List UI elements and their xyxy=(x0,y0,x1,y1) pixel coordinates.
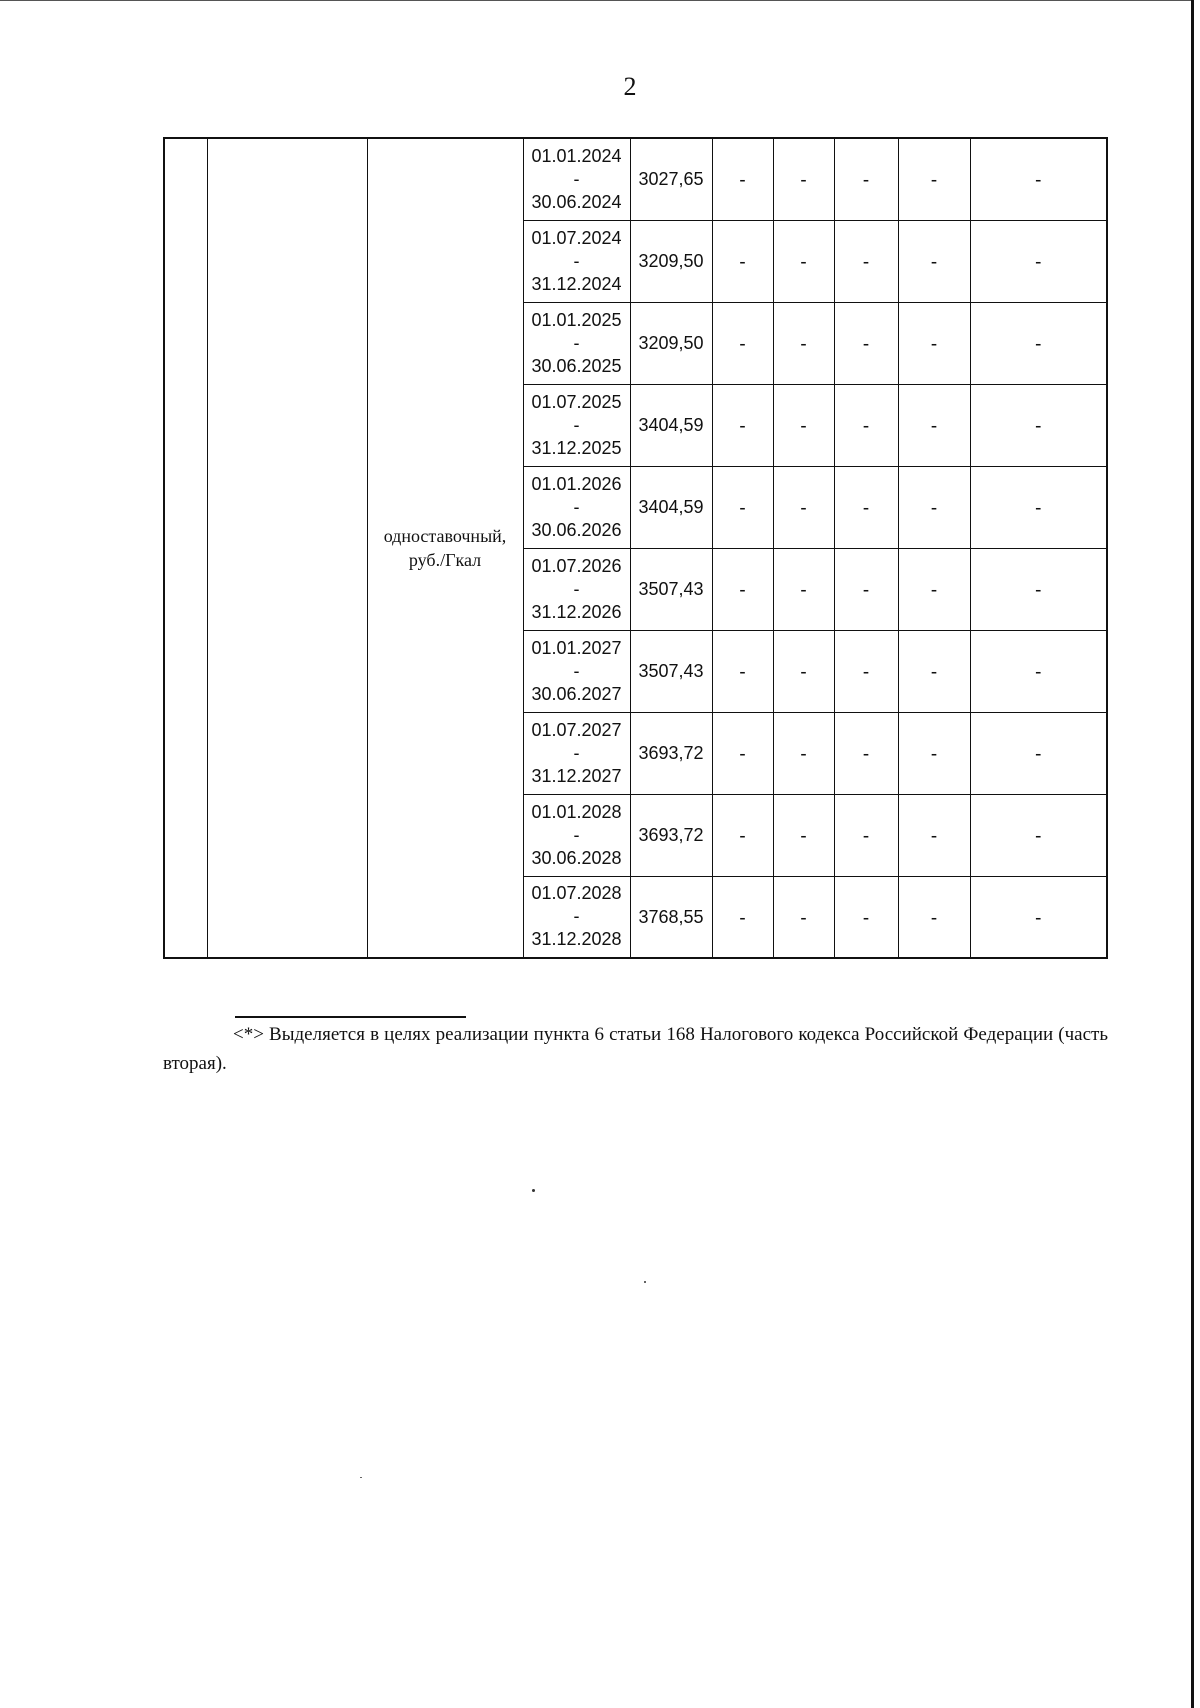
tariff-value: 3209,50 xyxy=(630,302,712,384)
empty-value-cell: - xyxy=(773,138,834,220)
period-cell xyxy=(523,712,630,794)
tariff-value: 3404,59 xyxy=(630,384,712,466)
period-start: 01.07.2028 xyxy=(531,883,622,904)
period-end: 30.06.2026 xyxy=(531,519,622,540)
empty-value-cell: - xyxy=(970,384,1107,466)
period-start: 01.01.2024 xyxy=(531,145,622,166)
period-cell xyxy=(523,794,630,876)
empty-value-cell: - xyxy=(834,384,898,466)
number-cell xyxy=(164,138,207,958)
tariff-table-body xyxy=(164,138,1107,958)
period-end: 31.12.2026 xyxy=(531,601,622,622)
empty-value-cell: - xyxy=(712,384,773,466)
tariff-value: 3507,43 xyxy=(630,548,712,630)
empty-value-cell: - xyxy=(712,794,773,876)
empty-value-cell: - xyxy=(834,876,898,958)
period-start: 01.07.2024 xyxy=(531,227,622,248)
empty-value-cell: - xyxy=(712,630,773,712)
unit-cell: одноставочный, руб./Гкал xyxy=(367,138,523,958)
period-cell xyxy=(523,302,630,384)
empty-value-cell: - xyxy=(834,466,898,548)
table-row xyxy=(164,138,1107,220)
empty-value-cell: - xyxy=(834,794,898,876)
period-cell xyxy=(523,138,630,220)
period-start: 01.01.2028 xyxy=(531,801,622,822)
empty-value-cell: - xyxy=(773,220,834,302)
empty-value-cell: - xyxy=(773,630,834,712)
period-separator: - xyxy=(573,660,580,681)
empty-value-cell: - xyxy=(970,794,1107,876)
period-start: 01.07.2027 xyxy=(531,719,622,740)
empty-value-cell: - xyxy=(898,302,970,384)
period-cell xyxy=(523,220,630,302)
period-separator: - xyxy=(573,578,580,599)
empty-value-cell: - xyxy=(970,876,1107,958)
period-end: 31.12.2024 xyxy=(531,273,622,294)
page-right-edge xyxy=(1191,0,1194,1708)
empty-value-cell: - xyxy=(712,302,773,384)
period-start: 01.07.2026 xyxy=(531,555,622,576)
tariff-value: 3768,55 xyxy=(630,876,712,958)
empty-value-cell: - xyxy=(970,548,1107,630)
empty-value-cell: - xyxy=(970,630,1107,712)
page-top-edge xyxy=(0,0,1194,1)
empty-value-cell: - xyxy=(898,876,970,958)
period-separator: - xyxy=(573,824,580,845)
period-cell xyxy=(523,630,630,712)
empty-value-cell: - xyxy=(834,630,898,712)
empty-value-cell: - xyxy=(773,384,834,466)
empty-value-cell: - xyxy=(773,794,834,876)
scan-speck xyxy=(644,1281,646,1283)
period-separator: - xyxy=(573,414,580,435)
empty-value-cell: - xyxy=(898,794,970,876)
empty-value-cell: - xyxy=(773,712,834,794)
empty-value-cell: - xyxy=(712,138,773,220)
scan-speck xyxy=(360,1477,362,1478)
period-end: 31.12.2028 xyxy=(531,929,622,950)
empty-value-cell: - xyxy=(970,712,1107,794)
empty-value-cell: - xyxy=(898,712,970,794)
empty-value-cell: - xyxy=(898,548,970,630)
empty-value-cell: - xyxy=(834,712,898,794)
period-start: 01.01.2027 xyxy=(531,637,622,658)
empty-value-cell: - xyxy=(773,302,834,384)
organization-cell xyxy=(207,138,367,958)
period-end: 31.12.2027 xyxy=(531,765,622,786)
footnote-separator xyxy=(235,1016,466,1018)
empty-value-cell: - xyxy=(712,548,773,630)
tariff-value: 3693,72 xyxy=(630,794,712,876)
period-cell xyxy=(523,466,630,548)
tariff-table xyxy=(163,137,1108,959)
period-separator: - xyxy=(573,168,580,189)
period-separator: - xyxy=(573,496,580,517)
period-separator: - xyxy=(573,742,580,763)
period-cell xyxy=(523,548,630,630)
tariff-value: 3507,43 xyxy=(630,630,712,712)
empty-value-cell: - xyxy=(773,466,834,548)
period-cell xyxy=(523,384,630,466)
period-separator: - xyxy=(573,250,580,271)
period-end: 31.12.2025 xyxy=(531,437,622,458)
page-number: 2 xyxy=(623,72,637,101)
empty-value-cell: - xyxy=(712,466,773,548)
empty-value-cell: - xyxy=(712,220,773,302)
empty-value-cell: - xyxy=(898,384,970,466)
footnote-text: <*> Выделяется в целях реализации пункта 6 статьи 168 Налогового кодекса Российской Федерации (часть вторая). xyxy=(163,1024,1108,1074)
scan-speck xyxy=(532,1189,535,1192)
empty-value-cell: - xyxy=(712,876,773,958)
tariff-value: 3027,65 xyxy=(630,138,712,220)
empty-value-cell: - xyxy=(898,138,970,220)
empty-value-cell: - xyxy=(970,466,1107,548)
period-end: 30.06.2027 xyxy=(531,683,622,704)
empty-value-cell: - xyxy=(898,630,970,712)
empty-value-cell: - xyxy=(834,302,898,384)
empty-value-cell: - xyxy=(773,876,834,958)
period-separator: - xyxy=(573,906,580,927)
empty-value-cell: - xyxy=(712,712,773,794)
period-end: 30.06.2028 xyxy=(531,847,622,868)
empty-value-cell: - xyxy=(970,302,1107,384)
period-start: 01.01.2026 xyxy=(531,473,622,494)
empty-value-cell: - xyxy=(898,220,970,302)
empty-value-cell: - xyxy=(834,548,898,630)
period-separator: - xyxy=(573,332,580,353)
empty-value-cell: - xyxy=(773,548,834,630)
period-cell xyxy=(523,876,630,958)
tariff-value: 3693,72 xyxy=(630,712,712,794)
period-start: 01.07.2025 xyxy=(531,391,622,412)
period-end: 30.06.2024 xyxy=(531,191,622,212)
empty-value-cell: - xyxy=(834,138,898,220)
empty-value-cell: - xyxy=(970,138,1107,220)
empty-value-cell: - xyxy=(970,220,1107,302)
period-end: 30.06.2025 xyxy=(531,355,622,376)
tariff-value: 3404,59 xyxy=(630,466,712,548)
period-start: 01.01.2025 xyxy=(531,309,622,330)
empty-value-cell: - xyxy=(898,466,970,548)
tariff-value: 3209,50 xyxy=(630,220,712,302)
empty-value-cell: - xyxy=(834,220,898,302)
